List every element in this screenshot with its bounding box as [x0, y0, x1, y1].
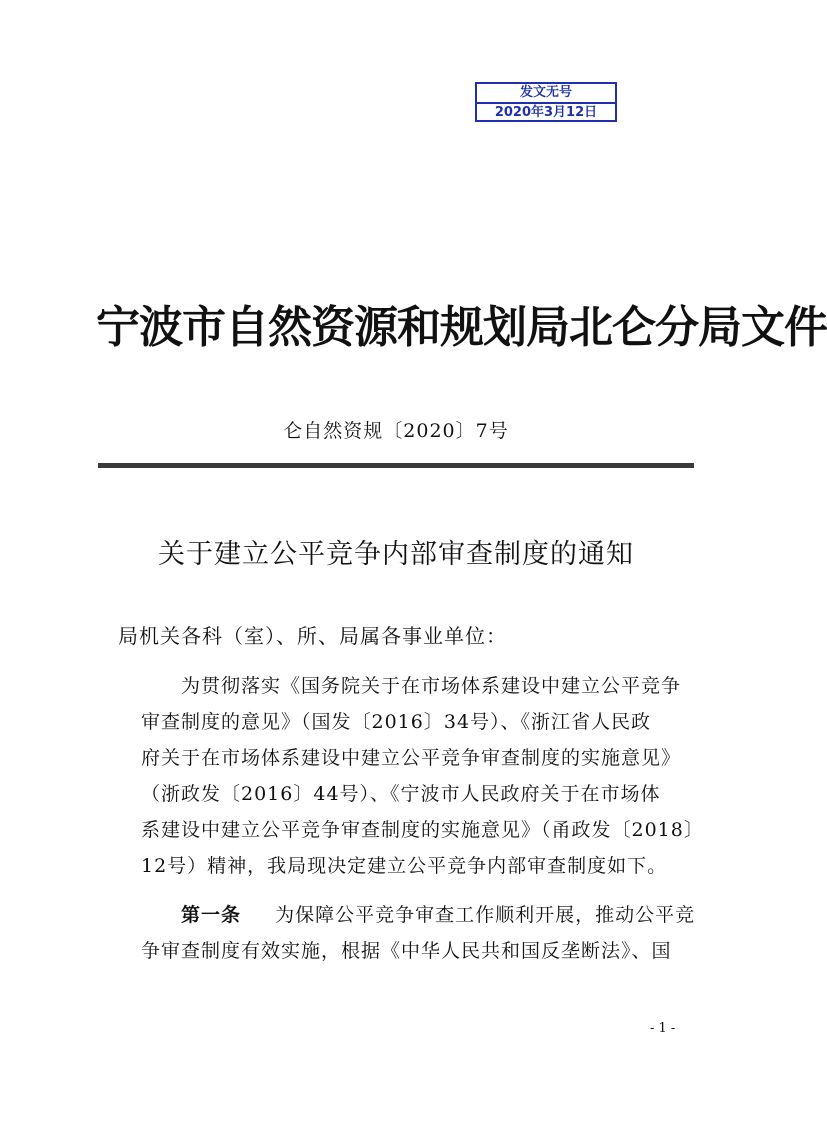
article-label: 第一条	[181, 904, 242, 926]
salutation: 局机关各科（室）、所、局属各事业单位：	[118, 624, 507, 648]
issuer-title: 宁波市自然资源和规划局北仑分局文件	[96, 302, 827, 353]
paragraph-line: 府关于在市场体系建设中建立公平竞争审查制度的实施意见》	[141, 747, 682, 769]
stamp-label: 发文无号	[477, 84, 615, 104]
document-number: 仑自然资规〔2020〕7号	[283, 420, 509, 442]
paragraph-line: 为贯彻落实《国务院关于在市场体系建设中建立公平竞争	[181, 675, 682, 697]
paragraph-line: 系建设中建立公平竞争审查制度的实施意见》（甬政发〔2018〕	[141, 819, 704, 841]
document-stamp	[475, 82, 617, 122]
paragraph-line: 审查制度的意见》（国发〔2016〕34号）、《浙江省人民政	[141, 711, 652, 733]
paragraph-line: （浙政发〔2016〕44号）、《宁波市人民政府关于在市场体	[141, 783, 661, 805]
notice-title: 关于建立公平竞争内部审查制度的通知	[158, 539, 634, 570]
article-line: 争审查制度有效实施，根据《中华人民共和国反垄断法》、国	[141, 940, 672, 962]
page-number: - 1 -	[650, 1021, 676, 1036]
article-text: 为保障公平竞争审查工作顺利开展，推动公平竞	[275, 904, 696, 926]
stamp-date: 2020年3月12日	[494, 105, 598, 120]
paragraph-line: 12号）精神，我局现决定建立公平竞争内部审查制度如下。	[141, 855, 668, 877]
header-divider	[98, 463, 694, 468]
article-line	[181, 900, 695, 927]
